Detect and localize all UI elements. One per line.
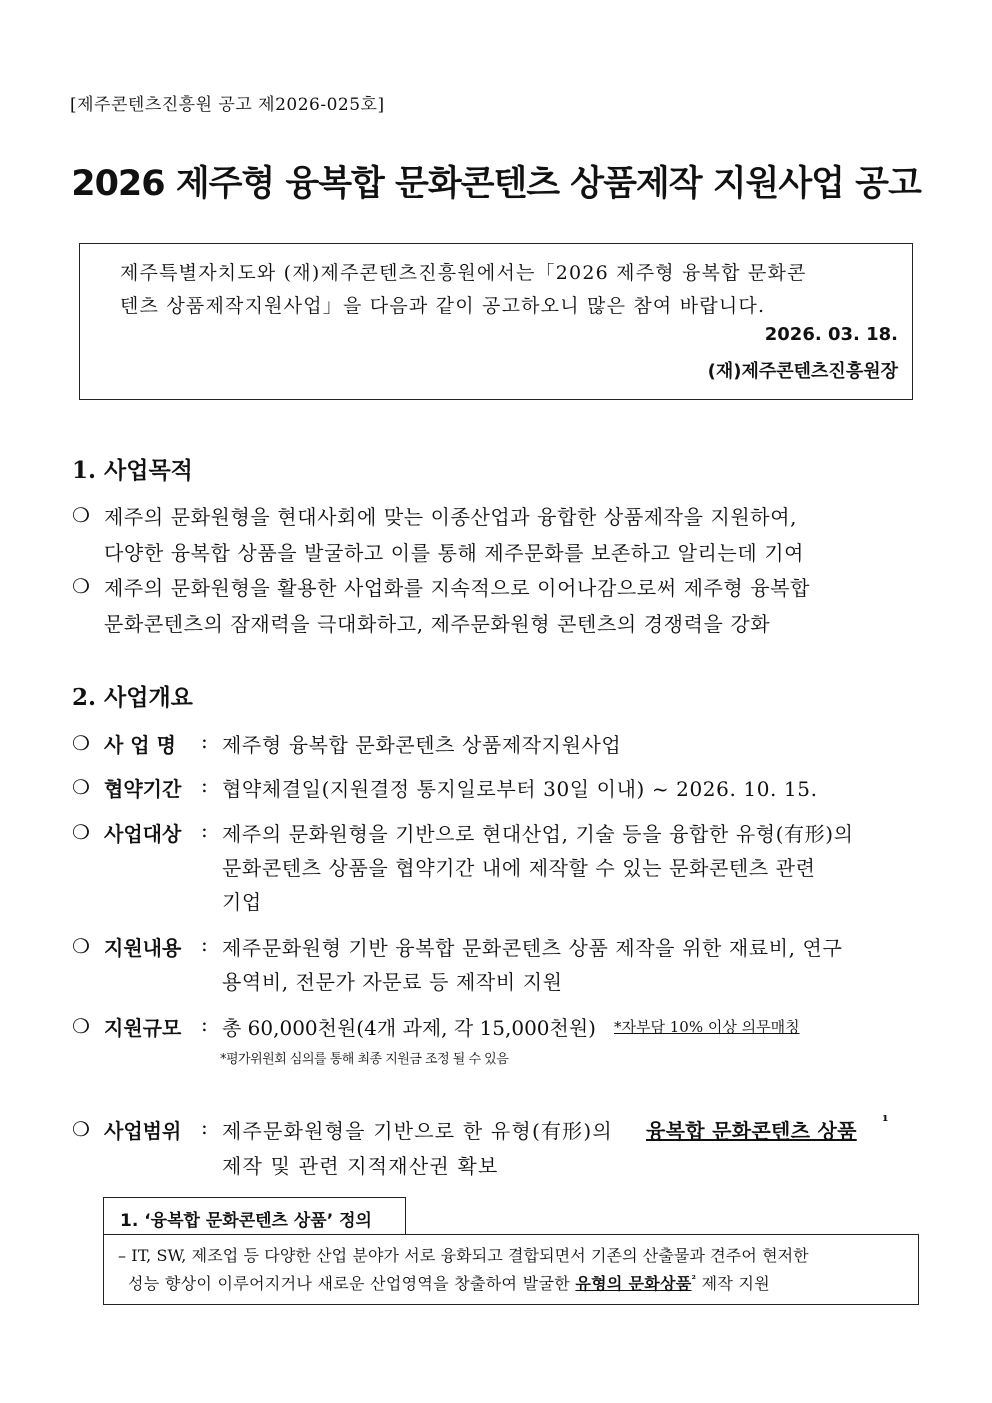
- period-label: 협약기간: [104, 777, 182, 801]
- definition-line-2: [128, 1271, 770, 1294]
- bullet-icon: ❍: [72, 574, 90, 598]
- footnote-marker-1: ¹: [882, 1112, 889, 1130]
- project-name-label: 사 업 명: [104, 733, 176, 757]
- definition-line-2-end: 제작 지원: [701, 1274, 771, 1293]
- footnote-marker-2: ²: [691, 1274, 697, 1286]
- scale-label: 지원규모: [104, 1016, 182, 1040]
- colon: :: [201, 729, 209, 753]
- purpose-item-1-line-2: 다양한 융복합 상품을 발굴하고 이를 통해 제주문화를 보존하고 알리는데 기여: [104, 541, 805, 565]
- scope-label: 사업범위: [104, 1119, 182, 1143]
- bullet-icon: ❍: [72, 775, 90, 799]
- target-line-3: 기업: [222, 890, 262, 914]
- target-label: 사업대상: [104, 822, 182, 846]
- intro-line-2: 텐츠 상품제작지원사업」을 다음과 같이 공고하오니 많은 참여 바랍니다.: [120, 295, 766, 317]
- purpose-item-2-line-2: 문화콘텐츠의 잠재력을 극대화하고, 제주문화원형 콘텐츠의 경쟁력을 강화: [104, 612, 771, 636]
- signer: (재)제주콘텐츠진흥원장: [707, 361, 898, 382]
- colon: :: [201, 1012, 209, 1036]
- period-value: 협약체결일(지원결정 통지일로부터 30일 이내) ~ 2026. 10. 15.: [222, 777, 818, 801]
- colon: :: [201, 1115, 209, 1139]
- page-title: 2026 제주형 융복합 문화콘텐츠 상품제작 지원사업 공고: [71, 164, 921, 204]
- scope-line-1: 제주문화원형을 기반으로 한 유형(有形)의: [222, 1119, 613, 1143]
- content-line-2: 용역비, 전문가 자문료 등 제작비 지원: [222, 970, 563, 994]
- scale-value: 총 60,000천원(4개 과제, 각 15,000천원): [222, 1016, 596, 1040]
- content-label: 지원내용: [104, 936, 182, 960]
- purpose-item-1-line-1: 제주의 문화원형을 현대사회에 맞는 이종산업과 융합한 상품제작을 지원하여,: [104, 505, 798, 529]
- section-1-heading: 1. 사업목적: [72, 457, 193, 484]
- section-2-heading: 2. 사업개요: [72, 684, 193, 711]
- scope-emphasis: 융복합 문화콘텐츠 상품: [646, 1119, 857, 1143]
- bullet-icon: ❍: [72, 1014, 90, 1038]
- scale-note: *자부담 10% 이상 의무매칭: [614, 1018, 800, 1036]
- target-line-1: 제주의 문화원형을 기반으로 현대산업, 기술 등을 융합한 유형(有形)의: [222, 822, 854, 846]
- announcement-date: 2026. 03. 18.: [764, 324, 898, 345]
- definition-line-2-text: 성능 향상이 이루어지거나 새로운 산업영역을 창출하여 발굴한: [128, 1274, 570, 1293]
- definition-box: [103, 1234, 919, 1305]
- definition-line-1: – IT, SW, 제조업 등 다양한 산업 분야가 서로 융화되고 결합되면서 기존의 산출물과 견주어 현저한: [118, 1246, 809, 1265]
- colon: :: [201, 818, 209, 842]
- notice-number: [제주콘텐츠진흥원 공고 제2026-025호]: [70, 95, 385, 115]
- bullet-icon: ❍: [72, 934, 90, 958]
- purpose-item-2-line-1: 제주의 문화원형을 활용한 사업화를 지속적으로 이어나감으로써 제주형 융복합: [104, 576, 811, 600]
- bullet-icon: ❍: [72, 1117, 90, 1141]
- content-line-1: 제주문화원형 기반 융복합 문화콘텐츠 상품 제작을 위한 재료비, 연구: [222, 936, 843, 960]
- intro-box: [79, 243, 913, 400]
- definition-heading: 1. ‘융복합 문화콘텐츠 상품’ 정의: [103, 1197, 406, 1235]
- definition-emphasis: 유형의 문화상품: [575, 1274, 692, 1293]
- bullet-icon: ❍: [72, 503, 90, 527]
- scope-line-2: 제작 및 관련 지적재산권 확보: [222, 1154, 499, 1178]
- scale-subnote: *평가위원회 심의를 통해 최종 지원금 조정 될 수 있음: [220, 1052, 509, 1067]
- project-name-value: 제주형 융복합 문화콘텐츠 상품제작지원사업: [222, 733, 622, 757]
- bullet-icon: ❍: [72, 731, 90, 755]
- intro-line-1: 제주특별자치도와 (재)제주콘텐츠진흥원에서는「2026 제주형 융복합 문화콘: [120, 262, 807, 284]
- bullet-icon: ❍: [72, 820, 90, 844]
- target-line-2: 문화콘텐츠 상품을 협약기간 내에 제작할 수 있는 문화콘텐츠 관련: [222, 856, 816, 880]
- colon: :: [201, 773, 209, 797]
- colon: :: [201, 932, 209, 956]
